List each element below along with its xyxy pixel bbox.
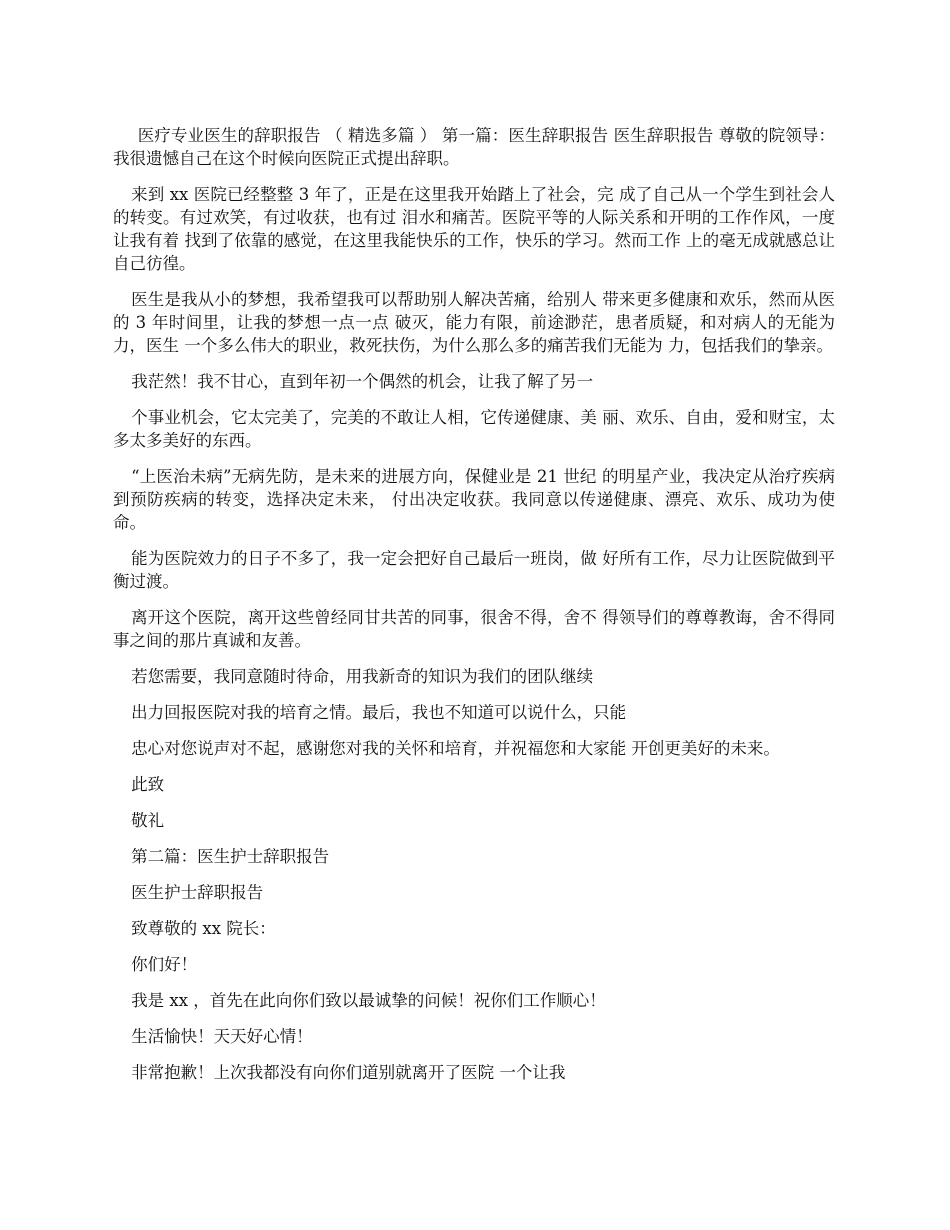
paragraph: 我茫然！我不甘心，直到年初一个偶然的机会，让我了解了另一 <box>131 372 594 391</box>
closing-salutation: 此致 <box>131 775 165 794</box>
paragraph: 能为医院效力的日子不多了，我一定会把好自己最后一班岗，做 好所有工作，尽力让医院做到平衡过渡。 <box>113 549 835 591</box>
letter-title: 医生护士辞职报告 <box>131 883 264 902</box>
paragraph-title-intro: 医疗专业医生的辞职报告 （ 精选多篇 ） 第一篇：医生辞职报告 医生辞职报告 尊敬的院领导： 我很遗憾自己在这个时候向医院正式提出辞职。 <box>113 126 835 168</box>
paragraph: 离开这个医院，离开这些曾经同甘共苦的同事，很舍不得，舍不 得领导们的尊尊教诲，舍不得同事之间的那片真诚和友善。 <box>113 608 835 650</box>
paragraph: 你们好！ <box>131 955 198 974</box>
letter-addressee: 致尊敬的 xx 院长： <box>131 919 276 938</box>
paragraph: 来到 xx 医院已经整整 3 年了，正是在这里我开始踏上了社会，完 成了自己从一个学生到社会人的转变。有过欢笑，有过收获，也有过 泪水和痛苦。医院平等的人际关系和开明的工作作风，一度让我有着 找到了依靠的感觉，在这里我能快乐的工作，快乐的学习。然而工作 上的毫无成就感总让自己彷徨。 <box>113 185 835 273</box>
document-body <box>113 124 835 1097</box>
paragraph: 非常抱歉！上次我都没有向你们道别就离开了医院 一个让我 <box>131 1063 566 1082</box>
closing-regards: 敬礼 <box>131 811 165 830</box>
paragraph: “上医治未病”无病先防，是未来的进展方向，保健业是 21 世纪 的明星产业，我决定从治疗疾病到预防疾病的转变，选择决定未来， 付出决定收获。我同意以传递健康、漂亮、欢乐、成功为使命。 <box>113 467 835 532</box>
paragraph: 若您需要，我同意随时待命，用我新奇的知识为我们的团队继续 <box>131 667 594 686</box>
paragraph: 生活愉快！天天好心情！ <box>131 1027 313 1046</box>
section-heading: 第二篇：医生护士辞职报告 <box>131 847 330 866</box>
paragraph: 出力回报医院对我的培育之情。最后，我也不知道可以说什么，只能 <box>131 703 627 722</box>
paragraph: 个事业机会，它太完美了，完美的不敢让人相，它传递健康、美 丽、欢乐、自由，爱和财宝，太多太多美好的东西。 <box>113 408 835 450</box>
paragraph: 我是 xx ，首先在此向你们致以最诚挚的问候！祝你们工作顺心！ <box>131 991 606 1010</box>
paragraph: 医生是我从小的梦想，我希望我可以帮助别人解决苦痛，给别人 带来更多健康和欢乐，然而从医的 3 年时间里，让我的梦想一点一点 破灭，能力有限，前途渺茫，患者质疑，和对病人的无能为力，医生 一个多么伟大的职业，救死扶伤，为什么那么多的痛苦我们无能为 力，包括我们的挚亲。 <box>113 290 835 355</box>
paragraph: 忠心对您说声对不起，感谢您对我的关怀和培育，并祝福您和大家能 开创更美好的未来。 <box>131 739 780 758</box>
